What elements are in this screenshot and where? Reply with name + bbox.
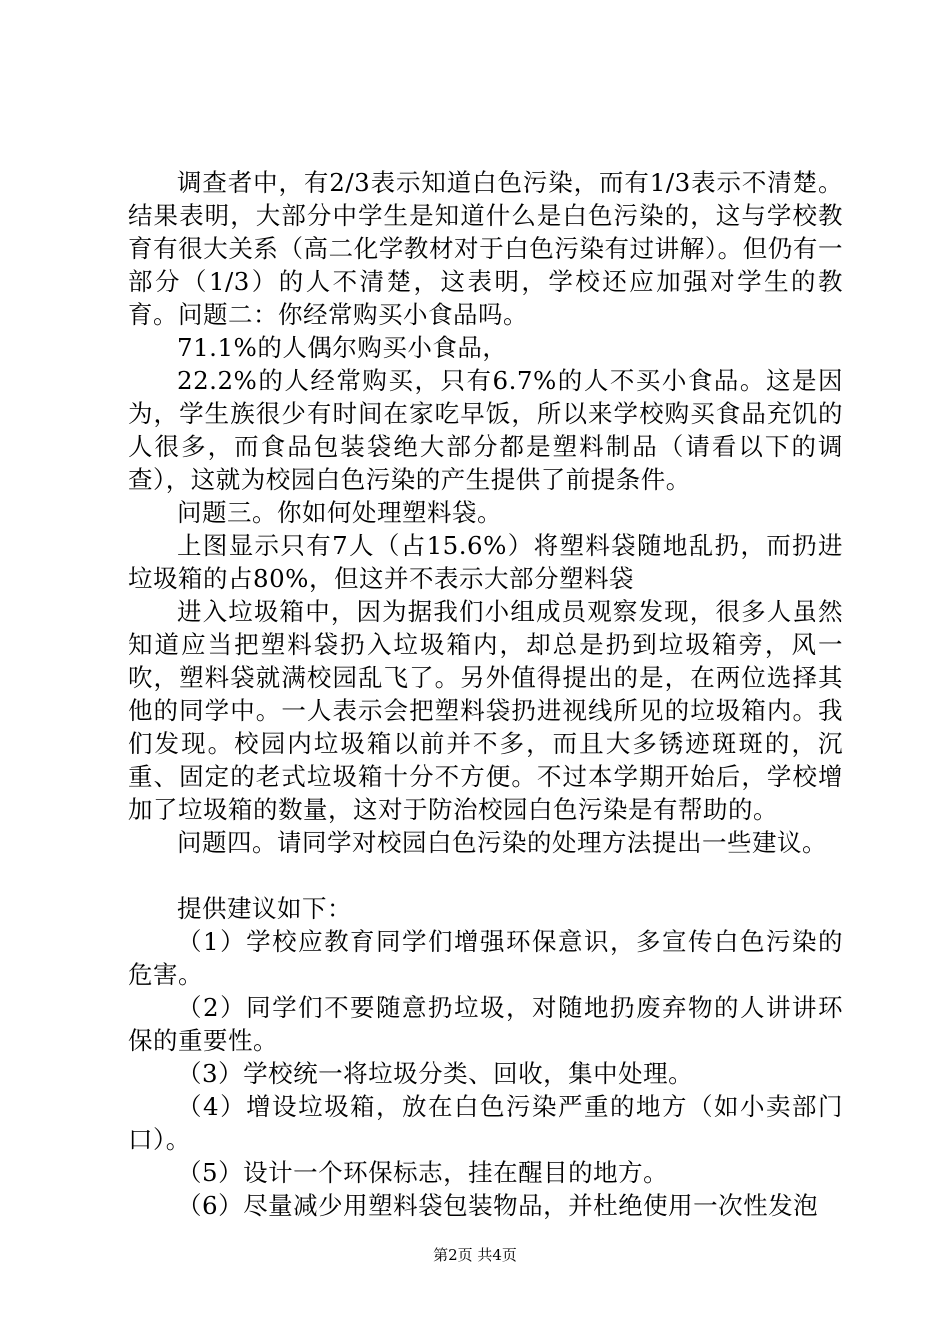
suggestion-item: （2）同学们不要随意扔垃圾，对随地扔废弃物的人讲讲环保的重要性。: [128, 993, 843, 1055]
suggestion-item: （3）学校统一将垃圾分类、回收，集中处理。: [177, 1059, 694, 1088]
paragraph-chart-result: 上图显示只有7人（占15.6%）将塑料袋随地乱扔，而扔进垃圾箱的占80%，但这并不表示大部分塑料袋: [128, 531, 843, 593]
suggestion-item: （4）增设垃圾箱，放在白色污染严重的地方（如小卖部门口）。: [128, 1092, 843, 1154]
document-body: [128, 166, 843, 1222]
paragraph-question-three: 问题三。你如何处理塑料袋。: [177, 498, 502, 527]
paragraph-question-four: 问题四。请同学对校园白色污染的处理方法提出一些建议。: [177, 828, 827, 857]
paragraph-occasional-buyers: 71.1%的人偶尔购买小食品，: [177, 333, 508, 362]
paragraph-frequent-buyers: 22.2%的人经常购买，只有6.7%的人不买小食品。这是因为，学生族很少有时间在家吃早饭，所以来学校购买食品充饥的人很多，而食品包装袋绝大部分都是塑料制品（请看以下的调查），这就为校园白色污染的产生提供了前提条件。: [128, 366, 843, 494]
paragraph-survey-awareness: 调查者中，有2/3表示知道白色污染，而有1/3表示不清楚。结果表明，大部分中学生是知道什么是白色污染的，这与学校教育有很大关系（高二化学教材对于白色污染有过讲解）。但仍有一部分（1/3）的人不清楚，这表明，学校还应加强对学生的教育。问题二：你经常购买小食品吗。: [128, 168, 843, 329]
paragraph-observation: 进入垃圾箱中，因为据我们小组成员观察发现，很多人虽然知道应当把塑料袋扔入垃圾箱内，却总是扔到垃圾箱旁，风一吹，塑料袋就满校园乱飞了。另外值得提出的是，在两位选择其他的同学中。一人表示会把塑料袋扔进视线所见的垃圾箱内。我们发现。校园内垃圾箱以前并不多，而且大多锈迹斑斑的，沉重、固定的老式垃圾箱十分不方便。不过本学期开始后，学校增加了垃圾箱的数量，这对于防治校园白色污染是有帮助的。: [128, 597, 843, 824]
suggestion-item: （5）设计一个环保标志，挂在醒目的地方。: [177, 1158, 669, 1187]
blank-line: [128, 859, 843, 892]
page-footer: 第2页 共4页: [433, 1246, 517, 1264]
suggestions-intro: 提供建议如下：: [177, 894, 352, 923]
suggestion-item: （6）尽量减少用塑料袋包装物品，并杜绝使用一次性发泡: [177, 1191, 819, 1220]
suggestion-item: （1）学校应教育同学们增强环保意识，多宣传白色污染的危害。: [128, 927, 843, 989]
